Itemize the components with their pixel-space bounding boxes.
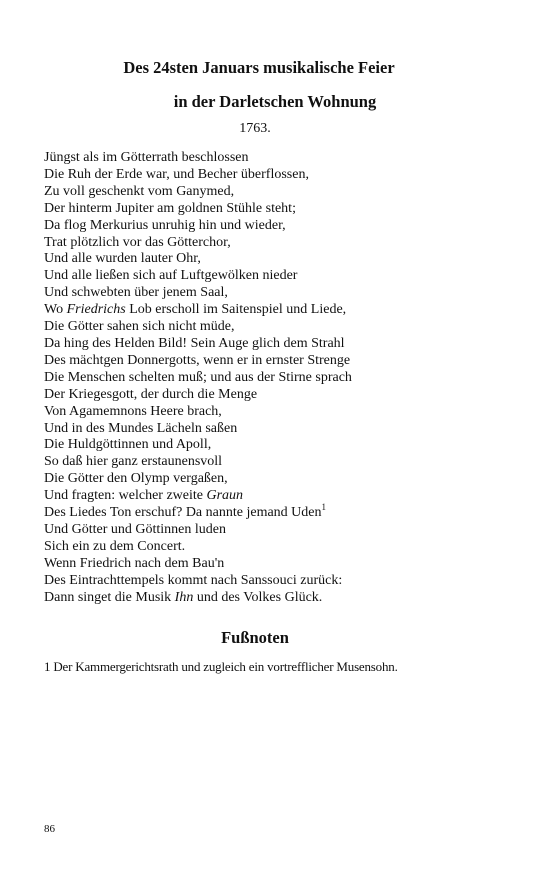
poem-line [44,251,524,268]
poem-line [44,353,524,370]
poem-line-text: Der Kriegesgott, der durch die Menge [44,386,258,402]
poem-line [44,502,524,522]
footnotes-heading: Fußnoten [221,628,289,647]
poem-line [44,201,524,218]
poem-line-text: Die Huldgöttinnen und Apoll, [44,437,212,453]
poem-line-text: Sich ein zu dem Concert. [44,538,186,554]
poem-line-text: Lob erscholl im Saitenspiel und Liede, [125,302,347,318]
poem-line-text: Von Agamemnons Heere brach, [44,403,222,419]
poem-line-text: Wo [44,302,67,318]
poem-line [44,539,524,556]
poem-line-text: Trat plötzlich vor das Götterchor, [44,234,231,250]
footnote-reference[interactable]: 1 [321,502,326,513]
poem-line-text: So daß hier ganz erstaunensvoll [44,454,223,470]
poem-line [44,471,524,488]
poem-line-emphasis: Graun [206,488,244,504]
poem-line-text: Die Götter den Olymp vergaßen, [44,471,228,487]
poem-line [44,454,524,471]
poem-line-text: Jüngst als im Götterrath beschlossen [44,150,249,165]
poem-line [44,590,524,607]
poem-line-text: Da flog Merkurius unruhig hin und wieder, [44,217,286,233]
poem-line-emphasis: Ihn [174,589,194,605]
poem-line-text: Der hinterm Jupiter am goldnen Stühle steht; [44,200,296,216]
poem-line [44,235,524,252]
poem-line-text: Wenn Friedrich nach dem Bau'n [44,555,225,571]
poem-line [44,319,524,336]
poem-line-text: Dann singet die Musik [44,589,175,605]
poem-line [44,522,524,539]
poem-line [44,184,524,201]
footnote-1: 1 Der Kammergerichtsrath und zugleich ein vortrefflicher Musensohn. [44,659,398,674]
poem-line-text: Und in des Mundes Lächeln saßen [44,420,238,436]
poem-line-text: Und schwebten über jenem Saal, [44,285,228,301]
poem-line-text: und des Volkes Glück. [193,589,323,605]
poem-line-text: Des Eintrachttempels kommt nach Sanssouci zurück: [44,572,343,588]
poem-line [44,573,524,590]
poem-line-text: Und fragten: welcher zweite [44,488,207,504]
poem-line [44,556,524,573]
poem-line-text: Die Ruh der Erde war, und Becher überflossen, [44,166,309,182]
poem-line-text: Des mächtgen Donnergotts, wenn er in ernster Strenge [44,352,351,368]
poem-line [44,336,524,353]
poem-line [44,218,524,235]
page-number: 86 [44,823,55,835]
poem-line [44,268,524,285]
poem-title: Des 24sten Januars musikalische Feier [123,58,395,77]
poem-line [44,167,524,184]
poem-line [44,285,524,302]
poem-subtitle: in der Darletschen Wohnung [173,92,377,111]
poem-line [44,437,524,454]
poem-line-text: Und Götter und Göttinnen luden [44,521,226,537]
poem-line [44,421,524,438]
poem-line-text: Die Götter sahen sich nicht müde, [44,319,235,335]
poem-line [44,370,524,387]
poem-year: 1763. [239,121,271,136]
poem-line-text: Und alle ließen sich auf Luftgewölken nieder [44,268,298,284]
poem-line-text: Die Menschen schelten muß; und aus der Stirne sprach [44,369,352,385]
poem-body [44,150,524,606]
poem-line-text: Da hing des Helden Bild! Sein Auge glich dem Strahl [44,335,345,351]
poem-line-text: Zu voll geschenkt vom Ganymed, [44,183,235,199]
poem-line-text: Des Liedes Ton erschuf? Da nannte jemand Uden [44,505,322,521]
poem-line-emphasis: Friedrichs [66,302,126,318]
poem-line [44,150,524,167]
poem-line [44,404,524,421]
poem-line [44,302,524,319]
poem-line-text: Und alle wurden lauter Ohr, [44,251,201,267]
poem-line [44,387,524,404]
poem-line [44,488,524,505]
